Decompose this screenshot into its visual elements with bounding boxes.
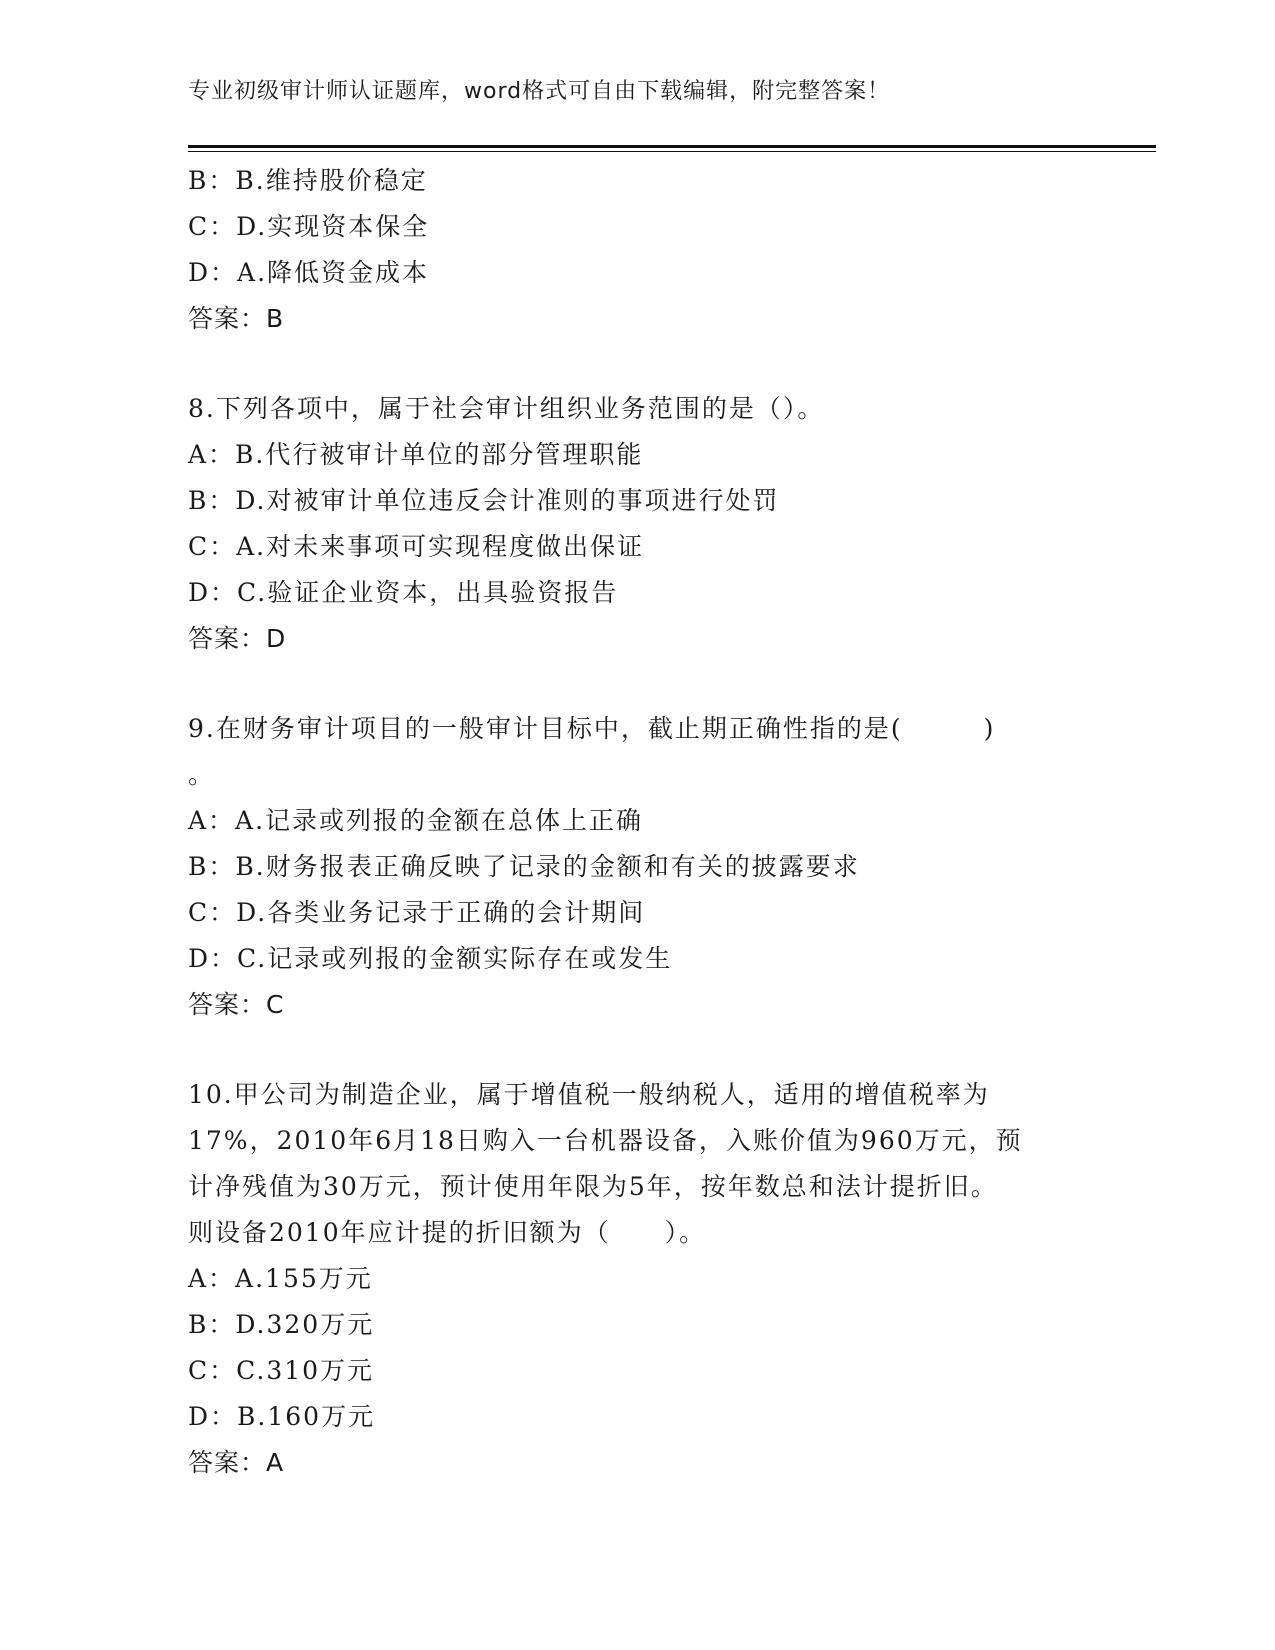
option-a: A：B.代行被审计单位的部分管理职能 <box>188 440 644 469</box>
option-d: D：C.记录或列报的金额实际存在或发生 <box>188 944 673 973</box>
answer-label: 答案：B <box>188 304 285 333</box>
option-d: D：A.降低资金成本 <box>188 258 430 287</box>
header-divider-thin <box>188 151 1156 152</box>
option-a: A：A.155万元 <box>188 1264 373 1293</box>
question-title-line-2: 17%，2010年6月18日购入一台机器设备，入账价值为960万元，预 <box>188 1126 1023 1155</box>
header-divider <box>188 145 1156 148</box>
answer-label: 答案：A <box>188 1448 285 1477</box>
question-title: 9.在财务审计项目的一般审计目标中，截止期正确性指的是( ) <box>188 714 996 743</box>
option-b: B：D.对被审计单位违反会计准则的事项进行处罚 <box>188 486 780 515</box>
question-title: 8.下列各项中，属于社会审计组织业务范围的是（）。 <box>188 394 825 423</box>
question-10 <box>188 1072 1088 1486</box>
question-title-line-1: 10.甲公司为制造企业，属于增值税一般纳税人，适用的增值税率为 <box>188 1080 990 1109</box>
option-b: B：D.320万元 <box>188 1310 375 1339</box>
option-b: B：B.财务报表正确反映了记录的金额和有关的披露要求 <box>188 852 860 881</box>
question-7 <box>188 158 1088 342</box>
question-title-continuation: 。 <box>188 760 216 789</box>
question-8 <box>188 386 1088 662</box>
option-c: C：A.对未来事项可实现程度做出保证 <box>188 532 645 561</box>
question-title-line-4: 则设备2010年应计提的折旧额为（ ）。 <box>188 1218 707 1247</box>
option-c: C：C.310万元 <box>188 1356 375 1385</box>
question-9 <box>188 706 1088 1028</box>
option-d: D：C.验证企业资本，出具验资报告 <box>188 578 619 607</box>
answer-label: 答案：C <box>188 990 285 1019</box>
option-c: C：D.实现资本保全 <box>188 212 430 241</box>
option-b: B：B.维持股价稳定 <box>188 166 428 195</box>
option-a: A：A.记录或列报的金额在总体上正确 <box>188 806 644 835</box>
question-content <box>188 158 1088 1486</box>
page-header: 专业初级审计师认证题库，word格式可自由下载编辑，附完整答案！ <box>188 79 891 104</box>
option-d: D：B.160万元 <box>188 1402 376 1431</box>
question-title-line-3: 计净残值为30万元，预计使用年限为5年，按年数总和法计提折旧。 <box>188 1172 998 1201</box>
answer-label: 答案：D <box>188 624 287 653</box>
option-c: C：D.各类业务记录于正确的会计期间 <box>188 898 646 927</box>
